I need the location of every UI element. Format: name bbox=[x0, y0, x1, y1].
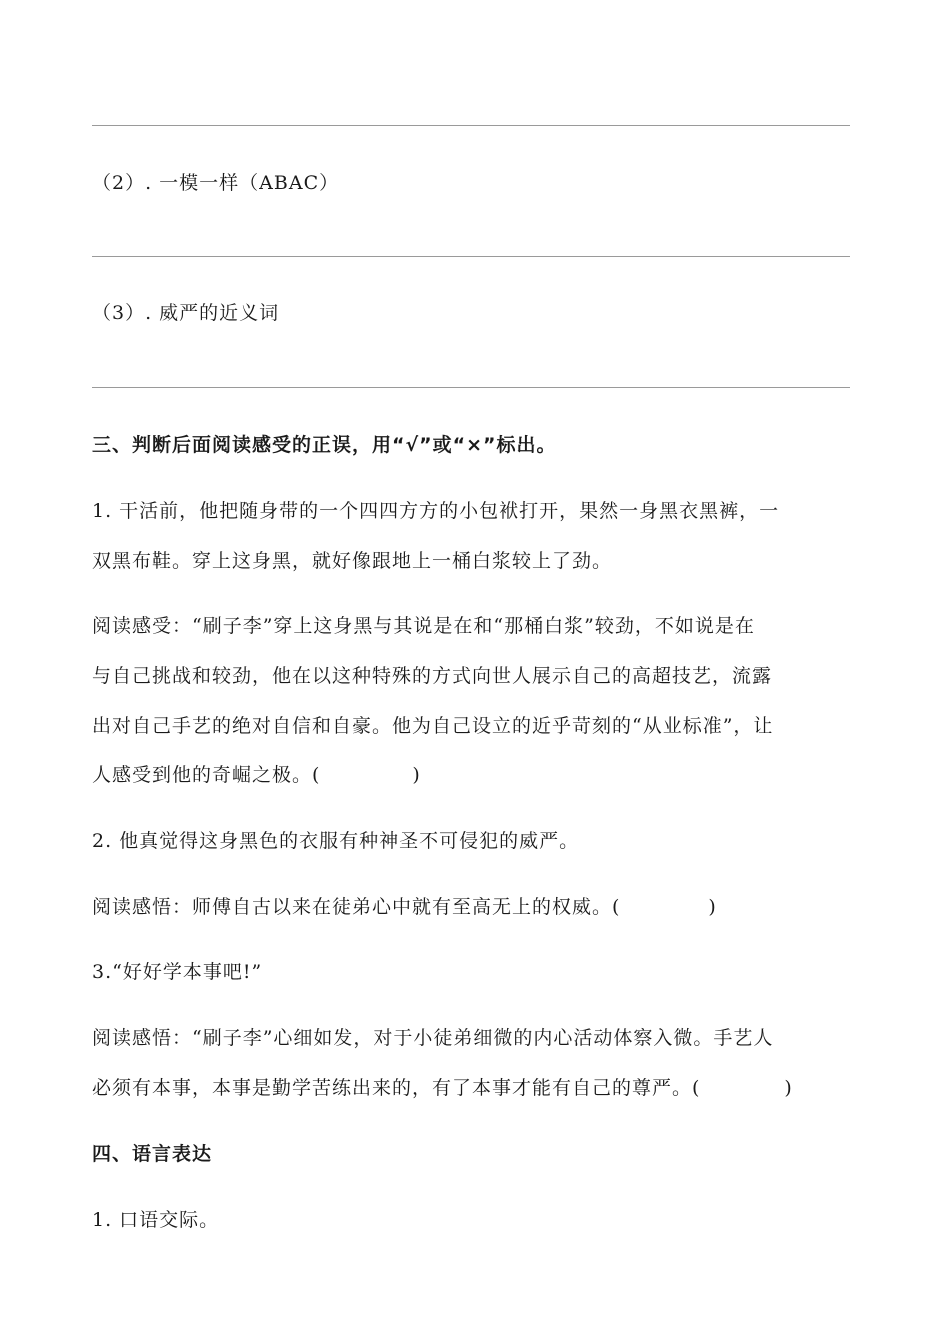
section-3-heading: 三、判断后面阅读感受的正误，用“√”或“×”标出。 bbox=[92, 434, 557, 456]
close-paren: ) bbox=[412, 764, 421, 786]
answer-line[interactable] bbox=[92, 125, 850, 126]
item-1-feeling-last-line bbox=[92, 755, 862, 795]
item-1-feeling-text: 人感受到他的奇崛之极。( bbox=[92, 764, 321, 786]
item-2-feeling-line bbox=[92, 887, 862, 927]
item-1-text-line: 1. 干活前，他把随身带的一个四四方方的小包袱打开，果然一身黑衣黑裤，一 bbox=[92, 500, 780, 522]
item-3-text: 3.“好好学本事吧!” bbox=[92, 961, 263, 983]
item-2-feeling-text: 阅读感悟：师傅自古以来在徒弟心中就有至高无上的权威。( bbox=[92, 896, 621, 918]
answer-line[interactable] bbox=[92, 387, 850, 388]
item-1-feeling-line: 与自己挑战和较劲，他在以这种特殊的方式向世人展示自己的高超技艺，流露 bbox=[92, 665, 773, 687]
question-3-label: （3）. 威严的近义词 bbox=[92, 302, 280, 324]
item-3-feeling-text: 必须有本事，本事是勤学苦练出来的，有了本事才能有自己的尊严。( bbox=[92, 1077, 701, 1099]
question-2-label: （2）. 一模一样（ABAC） bbox=[92, 172, 340, 194]
item-2-text: 2. 他真觉得这身黑色的衣服有种神圣不可侵犯的威严。 bbox=[92, 830, 580, 852]
section-4-heading: 四、语言表达 bbox=[92, 1143, 213, 1165]
answer-line[interactable] bbox=[92, 256, 850, 257]
close-paren: ) bbox=[784, 1077, 793, 1099]
item-3-feeling-line: 阅读感悟：“刷子李”心细如发，对于小徒弟细微的内心活动体察入微。手艺人 bbox=[92, 1027, 774, 1049]
item-3-feeling-last-line bbox=[92, 1068, 862, 1108]
close-paren: ) bbox=[708, 896, 717, 918]
item-1-text-line: 双黑布鞋。穿上这身黑，就好像跟地上一桶白浆较上了劲。 bbox=[92, 550, 613, 572]
section-4-item-1: 1. 口语交际。 bbox=[92, 1209, 220, 1231]
item-1-feeling-line: 阅读感受：“刷子李”穿上这身黑与其说是在和“那桶白浆”较劲，不如说是在 bbox=[92, 615, 755, 637]
item-1-feeling-line: 出对自己手艺的绝对自信和自豪。他为自己设立的近乎苛刻的“从业标准”，让 bbox=[92, 715, 774, 737]
